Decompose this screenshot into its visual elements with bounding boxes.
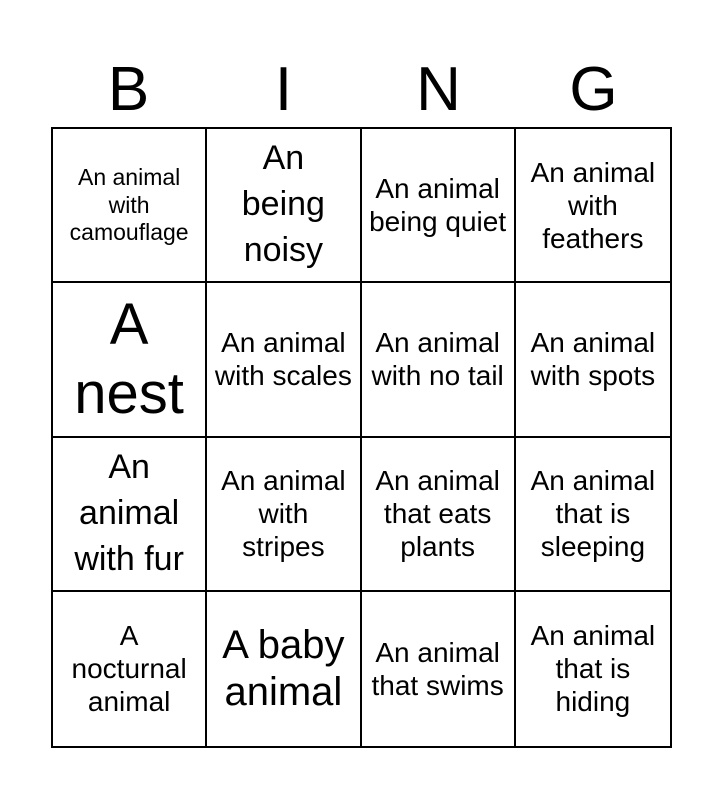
bingo-cell-text: An animal being quiet — [369, 173, 507, 238]
bingo-cell[interactable] — [207, 129, 361, 283]
header-letter-g: G — [569, 55, 618, 124]
bingo-cell[interactable] — [207, 592, 361, 746]
bingo-cell[interactable] — [362, 283, 516, 437]
bingo-cell-text: An animal with feathers — [530, 156, 656, 254]
bingo-cell[interactable] — [207, 438, 361, 592]
bingo-cell[interactable] — [362, 438, 516, 592]
bingo-cell[interactable] — [53, 283, 207, 437]
bingo-cell-text: An animal with no tail — [371, 327, 504, 392]
bingo-cell-text: An animal with stripes — [221, 465, 346, 563]
bingo-cell[interactable] — [362, 592, 516, 746]
bingo-cell-text: An animal that is sleeping — [530, 465, 656, 563]
bingo-cell-text: An animal that swims — [371, 636, 504, 701]
bingo-cell-text: An animal with camouflage — [69, 164, 189, 245]
bingo-cell-text: An animal with scales — [214, 327, 352, 392]
bingo-cell[interactable] — [362, 129, 516, 283]
bingo-cell[interactable] — [516, 438, 670, 592]
bingo-cell[interactable] — [207, 283, 361, 437]
bingo-cell-text: An animal with spots — [530, 327, 656, 392]
bingo-cell[interactable] — [53, 129, 207, 283]
header-letter-n: N — [416, 55, 461, 124]
bingo-cell[interactable] — [516, 283, 670, 437]
bingo-cell-text: A nocturnal animal — [71, 620, 187, 718]
header-letter-i: I — [274, 55, 293, 124]
bingo-header — [51, 52, 671, 128]
bingo-cell-text: An animal that eats plants — [375, 465, 500, 563]
bingo-cell[interactable] — [516, 129, 670, 283]
bingo-card — [51, 127, 672, 748]
header-letter-b: B — [107, 55, 150, 124]
bingo-cell-text: A baby animal — [222, 622, 345, 714]
bingo-cell[interactable] — [53, 592, 207, 746]
bingo-cell-text: An animal with fur — [74, 447, 184, 578]
bingo-cell[interactable] — [53, 438, 207, 592]
bingo-cell-text: An animal that is hiding — [530, 620, 656, 718]
bingo-cell-text: An being noisy — [241, 139, 325, 270]
bingo-cell-text: A nest — [74, 291, 184, 427]
bingo-cell[interactable] — [516, 592, 670, 746]
